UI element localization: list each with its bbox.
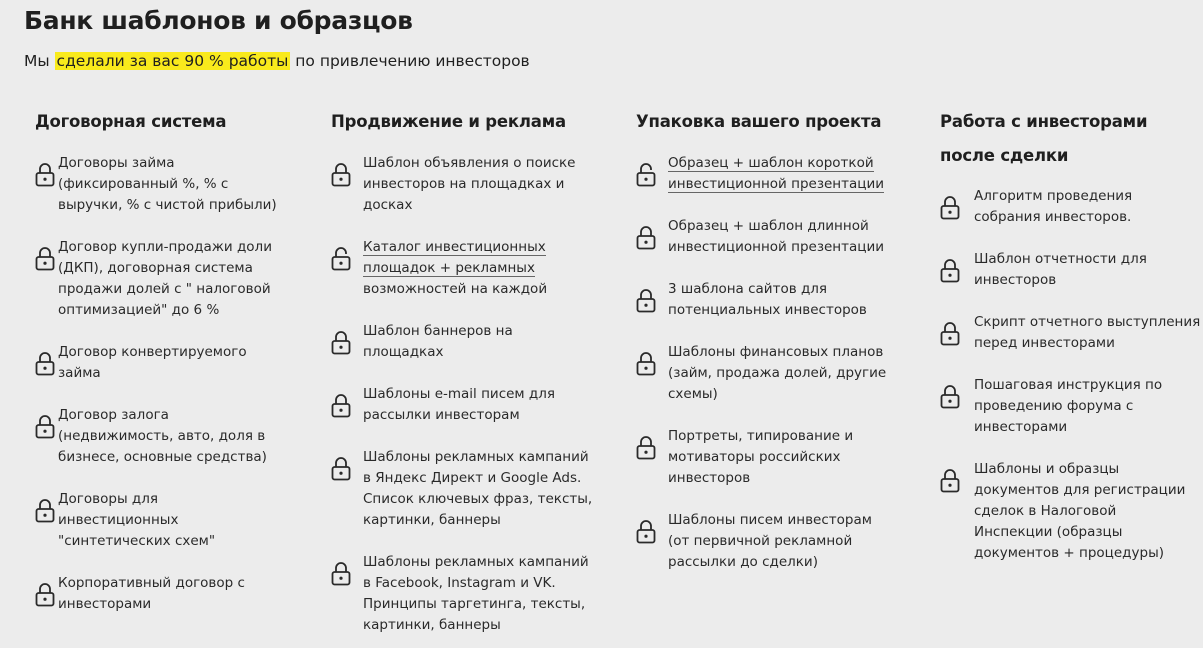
lock-icon	[636, 224, 656, 250]
item-line: картинки, баннеры	[363, 617, 501, 633]
item-line: площадках	[363, 344, 444, 360]
item-line: Договоры займа	[58, 155, 175, 171]
item-line: возможностей на каждой	[363, 281, 548, 297]
catalog-link[interactable]: Каталог инвестиционных	[363, 239, 546, 255]
column-title	[940, 105, 1190, 173]
lock-icon	[35, 245, 55, 271]
item-line: инвесторами	[974, 419, 1068, 435]
item-line: в Яндекс Директ и Google Ads.	[363, 470, 582, 486]
lock-icon	[331, 392, 351, 418]
item-line: Шаблон баннеров на	[363, 323, 513, 339]
item-line: инвесторов на площадках и	[363, 176, 565, 192]
page-subtitle	[24, 50, 530, 72]
lock-icon	[636, 434, 656, 460]
lock-icon	[331, 161, 351, 187]
lock-icon	[940, 257, 960, 283]
column-title: Договорная система	[35, 112, 227, 131]
unlock-icon	[636, 161, 656, 187]
item-line: инвесторами	[58, 596, 152, 612]
subtitle-text-start: Мы	[24, 52, 55, 70]
item-line: Шаблон объявления о поиске	[363, 155, 576, 171]
item-line: Шаблоны рекламных кампаний	[363, 554, 589, 570]
item-line: Шаблон отчетности для	[974, 251, 1147, 267]
item-line: досках	[363, 197, 413, 213]
column-promotion	[331, 105, 601, 633]
item-line	[668, 153, 884, 174]
item-line: площадок + рекламных	[363, 260, 535, 276]
item-line: мотиваторы российских	[668, 449, 841, 465]
item-line: рассылки до сделки)	[668, 554, 818, 570]
item-line: документов + процедуры)	[974, 545, 1164, 561]
item-line: Шаблоны писем инвесторам	[668, 512, 872, 528]
item-line: инвесторов	[974, 272, 1057, 288]
column-after-deal	[940, 105, 1201, 561]
item-line: (займ, продажа долей, другие	[668, 365, 887, 381]
lock-icon	[331, 455, 351, 481]
item-line: проведению форума с	[974, 398, 1134, 414]
lock-icon	[636, 350, 656, 376]
item-line: Инспекции (образцы	[974, 524, 1123, 540]
item-line: Скрипт отчетного выступления	[974, 314, 1201, 330]
column-title-line: после сделки	[940, 146, 1069, 165]
item-line: бизнесе, основные средства)	[58, 449, 267, 465]
lock-icon	[636, 518, 656, 544]
item-line: 3 шаблона сайтов для	[668, 281, 828, 297]
lock-icon	[331, 560, 351, 586]
item-line: рассылки инвесторам	[363, 407, 520, 423]
item-line[interactable]	[363, 237, 547, 258]
column-title-line: Работа с инвесторами	[940, 112, 1148, 131]
item-line: Шаблоны рекламных кампаний	[363, 449, 589, 465]
subtitle-text-end: по привлечению инвесторов	[290, 52, 530, 70]
item-line: Договоры для	[58, 491, 158, 507]
item-line: Корпоративный договор с	[58, 575, 245, 591]
lock-icon	[940, 320, 960, 346]
item-line: документов для регистрации	[974, 482, 1186, 498]
column-title: Упаковка вашего проекта	[636, 112, 882, 131]
lock-icon	[940, 194, 960, 220]
item-line: Портреты, типирование и	[668, 428, 854, 444]
lock-icon	[940, 383, 960, 409]
item-line: Договор конвертируемого	[58, 344, 247, 360]
item-line: займа	[58, 365, 101, 381]
item-line: Алгоритм проведения	[974, 188, 1133, 204]
item-line: Принципы таргетинга, тексты,	[363, 596, 586, 612]
item-line: в Facebook, Instagram и VK.	[363, 575, 556, 591]
item-line: инвестиционных	[58, 512, 179, 528]
item-line: перед инвесторами	[974, 335, 1115, 351]
subtitle-highlight: сделали за вас 90 % работы	[56, 52, 289, 70]
item-line: картинки, баннеры	[363, 512, 501, 528]
lock-icon	[636, 287, 656, 313]
column-title: Продвижение и реклама	[331, 112, 566, 131]
item-line: "синтетических схем"	[58, 533, 216, 549]
item-line: собрания инвесторов.	[974, 209, 1132, 225]
lock-icon	[35, 161, 55, 187]
item-line: Шаблоны e-mail писем для	[363, 386, 555, 402]
unlock-icon	[331, 245, 351, 271]
item-line: (ДКП), договорная система	[58, 260, 253, 276]
item-line: оптимизацией" до 6 %	[58, 302, 220, 318]
item-line: (фиксированный %, % с	[58, 176, 229, 192]
item-line: (недвижимость, авто, доля в	[58, 428, 266, 444]
item-line: инвесторов	[668, 470, 751, 486]
column-packaging	[636, 105, 906, 570]
item-line: сделок в Налоговой	[974, 503, 1117, 519]
item-line: Шаблоны финансовых планов	[668, 344, 884, 360]
lock-icon	[940, 467, 960, 493]
lock-icon	[35, 497, 55, 523]
item-line: продажи долей с " налоговой	[58, 281, 271, 297]
item-line: Список ключевых фраз, тексты,	[363, 491, 593, 507]
item-line: Договор купли-продажи доли	[58, 239, 272, 255]
page-title: Банк шаблонов и образцов	[24, 6, 413, 35]
item-line: (от первичной рекламной	[668, 533, 853, 549]
lock-icon	[331, 329, 351, 355]
item-line: Образец + шаблон длинной	[668, 218, 869, 234]
lock-icon	[35, 581, 55, 607]
item-line: схемы)	[668, 386, 718, 402]
item-line: выручки, % с чистой прибыли)	[58, 197, 277, 213]
item-line: Договор залога	[58, 407, 169, 423]
item-line: Шаблоны и образцы	[974, 461, 1120, 477]
lock-icon	[35, 350, 55, 376]
sample-link[interactable]: Образец + шаблон короткой	[668, 155, 874, 171]
item-line: Пошаговая инструкция по	[974, 377, 1163, 393]
column-contracts	[35, 105, 295, 612]
item-line: инвестиционной презентации	[668, 176, 885, 192]
item-line: инвестиционной презентации	[668, 239, 885, 255]
item-line: потенциальных инвесторов	[668, 302, 867, 318]
lock-icon	[35, 413, 55, 439]
